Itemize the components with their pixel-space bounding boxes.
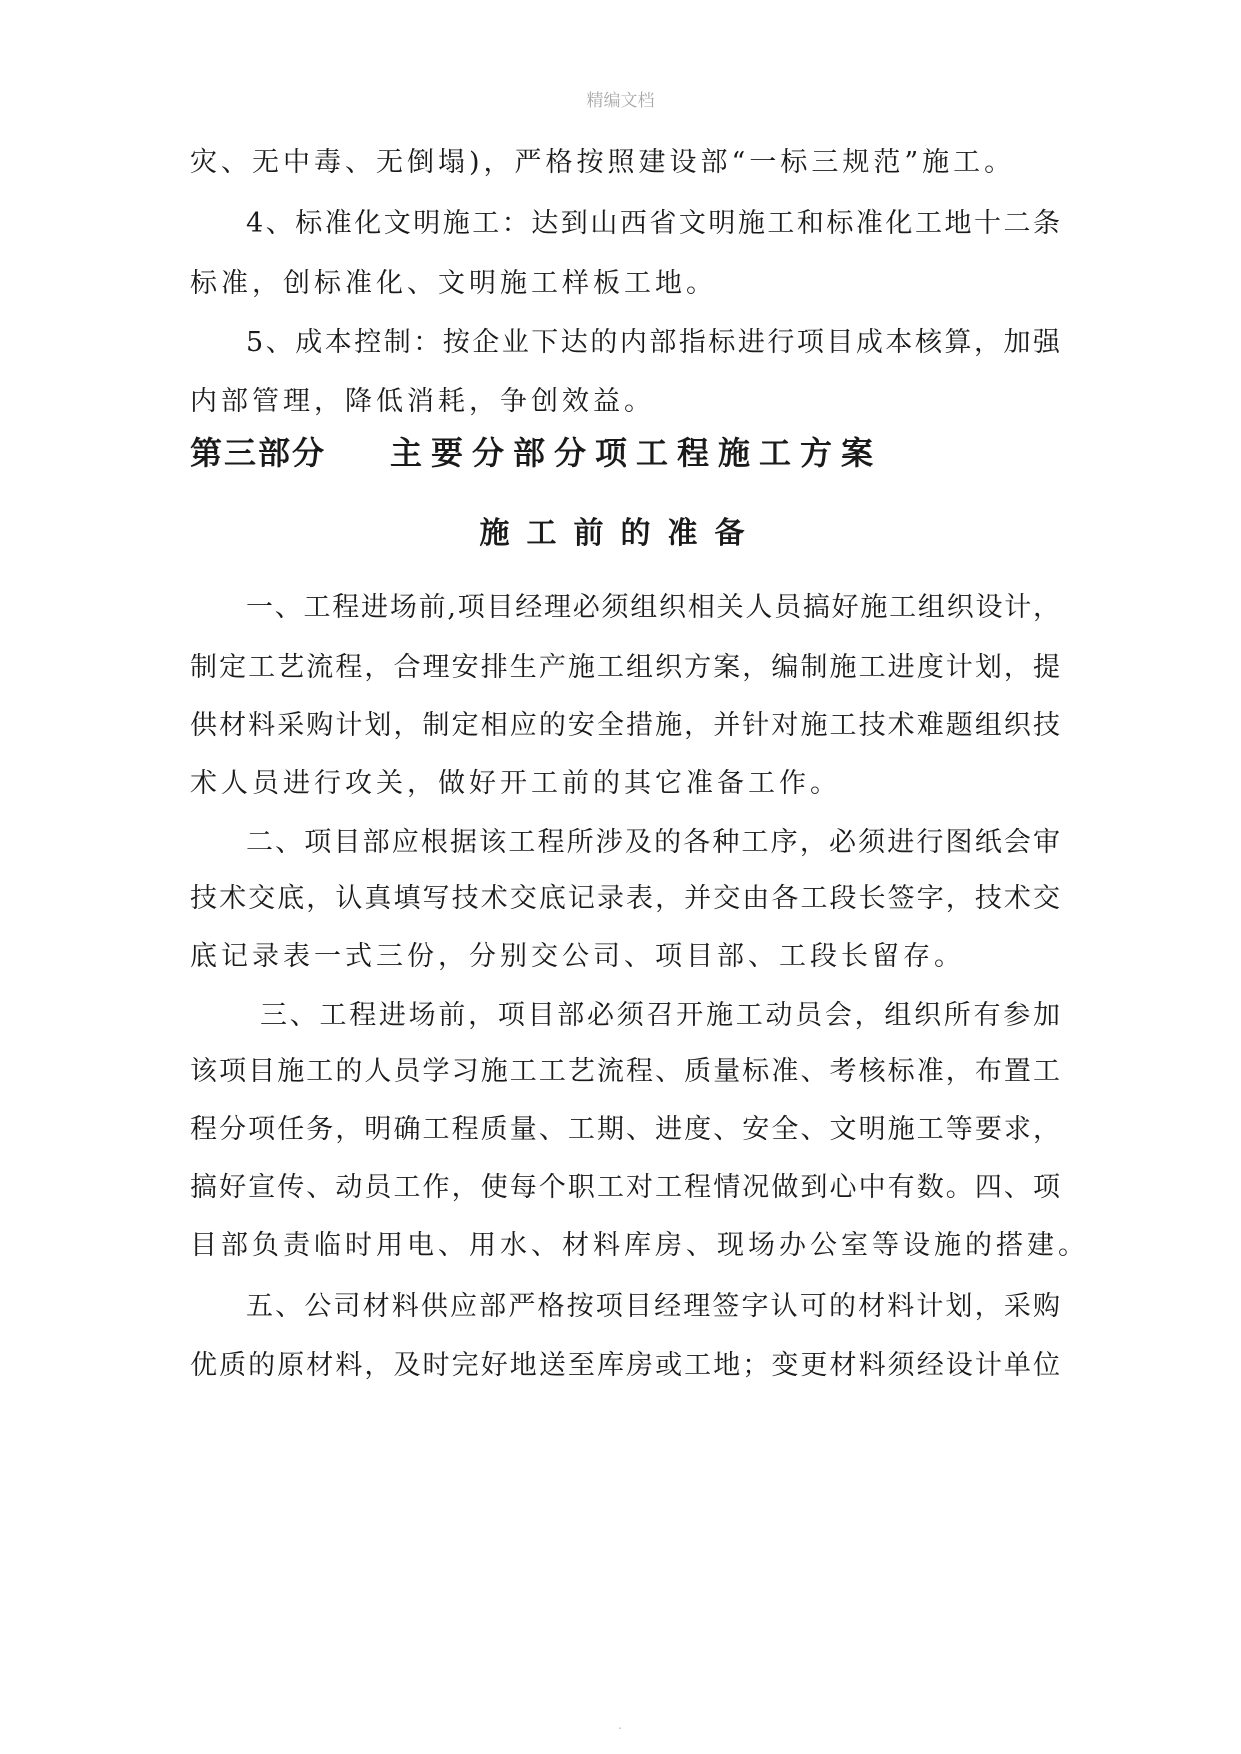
section-heading — [190, 428, 882, 474]
text-line: 制定工艺流程，合理安排生产施工组织方案，编制施工进度计划，提 — [190, 652, 1060, 683]
text-line: 标准，创标准化、文明施工样板工地。 — [190, 268, 717, 299]
text-line: 5、成本控制：按企业下达的内部指标进行项目成本核算，加强 — [246, 327, 1060, 358]
text-line: 术人员进行攻关，做好开工前的其它准备工作。 — [190, 768, 841, 799]
text-line: 该项目施工的人员学习施工工艺流程、质量标准、考核标准，布置工 — [190, 1056, 1060, 1087]
footer-mark: . — [618, 1718, 622, 1732]
text-line: 三、工程进场前，项目部必须召开施工动员会，组织所有参加 — [260, 1000, 1060, 1031]
text-line: 技术交底，认真填写技术交底记录表，并交由各工段长签字，技术交 — [190, 883, 1060, 914]
text-line: 内部管理，降低消耗，争创效益。 — [190, 386, 655, 417]
section-title: 主要分部分项工程施工方案 — [390, 434, 883, 472]
text-line: 优质的原材料，及时完好地送至库房或工地；变更材料须经设计单位 — [190, 1350, 1060, 1381]
subheading: 施工前的准备 — [479, 516, 762, 551]
section-number: 第三部分 — [190, 434, 327, 472]
text-line: 程分项任务，明确工程质量、工期、进度、安全、文明施工等要求， — [190, 1114, 1060, 1145]
text-line: 4、标准化文明施工：达到山西省文明施工和标准化工地十二条 — [246, 208, 1060, 239]
text-line: 目部负责临时用电、用水、材料库房、现场办公室等设施的搭建。 — [190, 1230, 1089, 1261]
text-line: 供材料采购计划，制定相应的安全措施，并针对施工技术难题组织技 — [190, 710, 1060, 741]
text-line: 灾、无中毒、无倒塌)，严格按照建设部“一标三规范”施工。 — [190, 147, 1016, 178]
text-line: 二、项目部应根据该工程所涉及的各种工序，必须进行图纸会审 — [246, 827, 1060, 858]
text-line: 底记录表一式三份，分别交公司、项目部、工段长留存。 — [190, 941, 965, 972]
text-line: 一、工程进场前,项目经理必须组织相关人员搞好施工组织设计， — [246, 592, 1060, 623]
page-header-watermark: 精编文档 — [586, 91, 655, 111]
text-line: 搞好宣传、动员工作，使每个职工对工程情况做到心中有数。四、项 — [190, 1172, 1060, 1203]
text-line: 五、公司材料供应部严格按项目经理签字认可的材料计划，采购 — [246, 1291, 1060, 1322]
